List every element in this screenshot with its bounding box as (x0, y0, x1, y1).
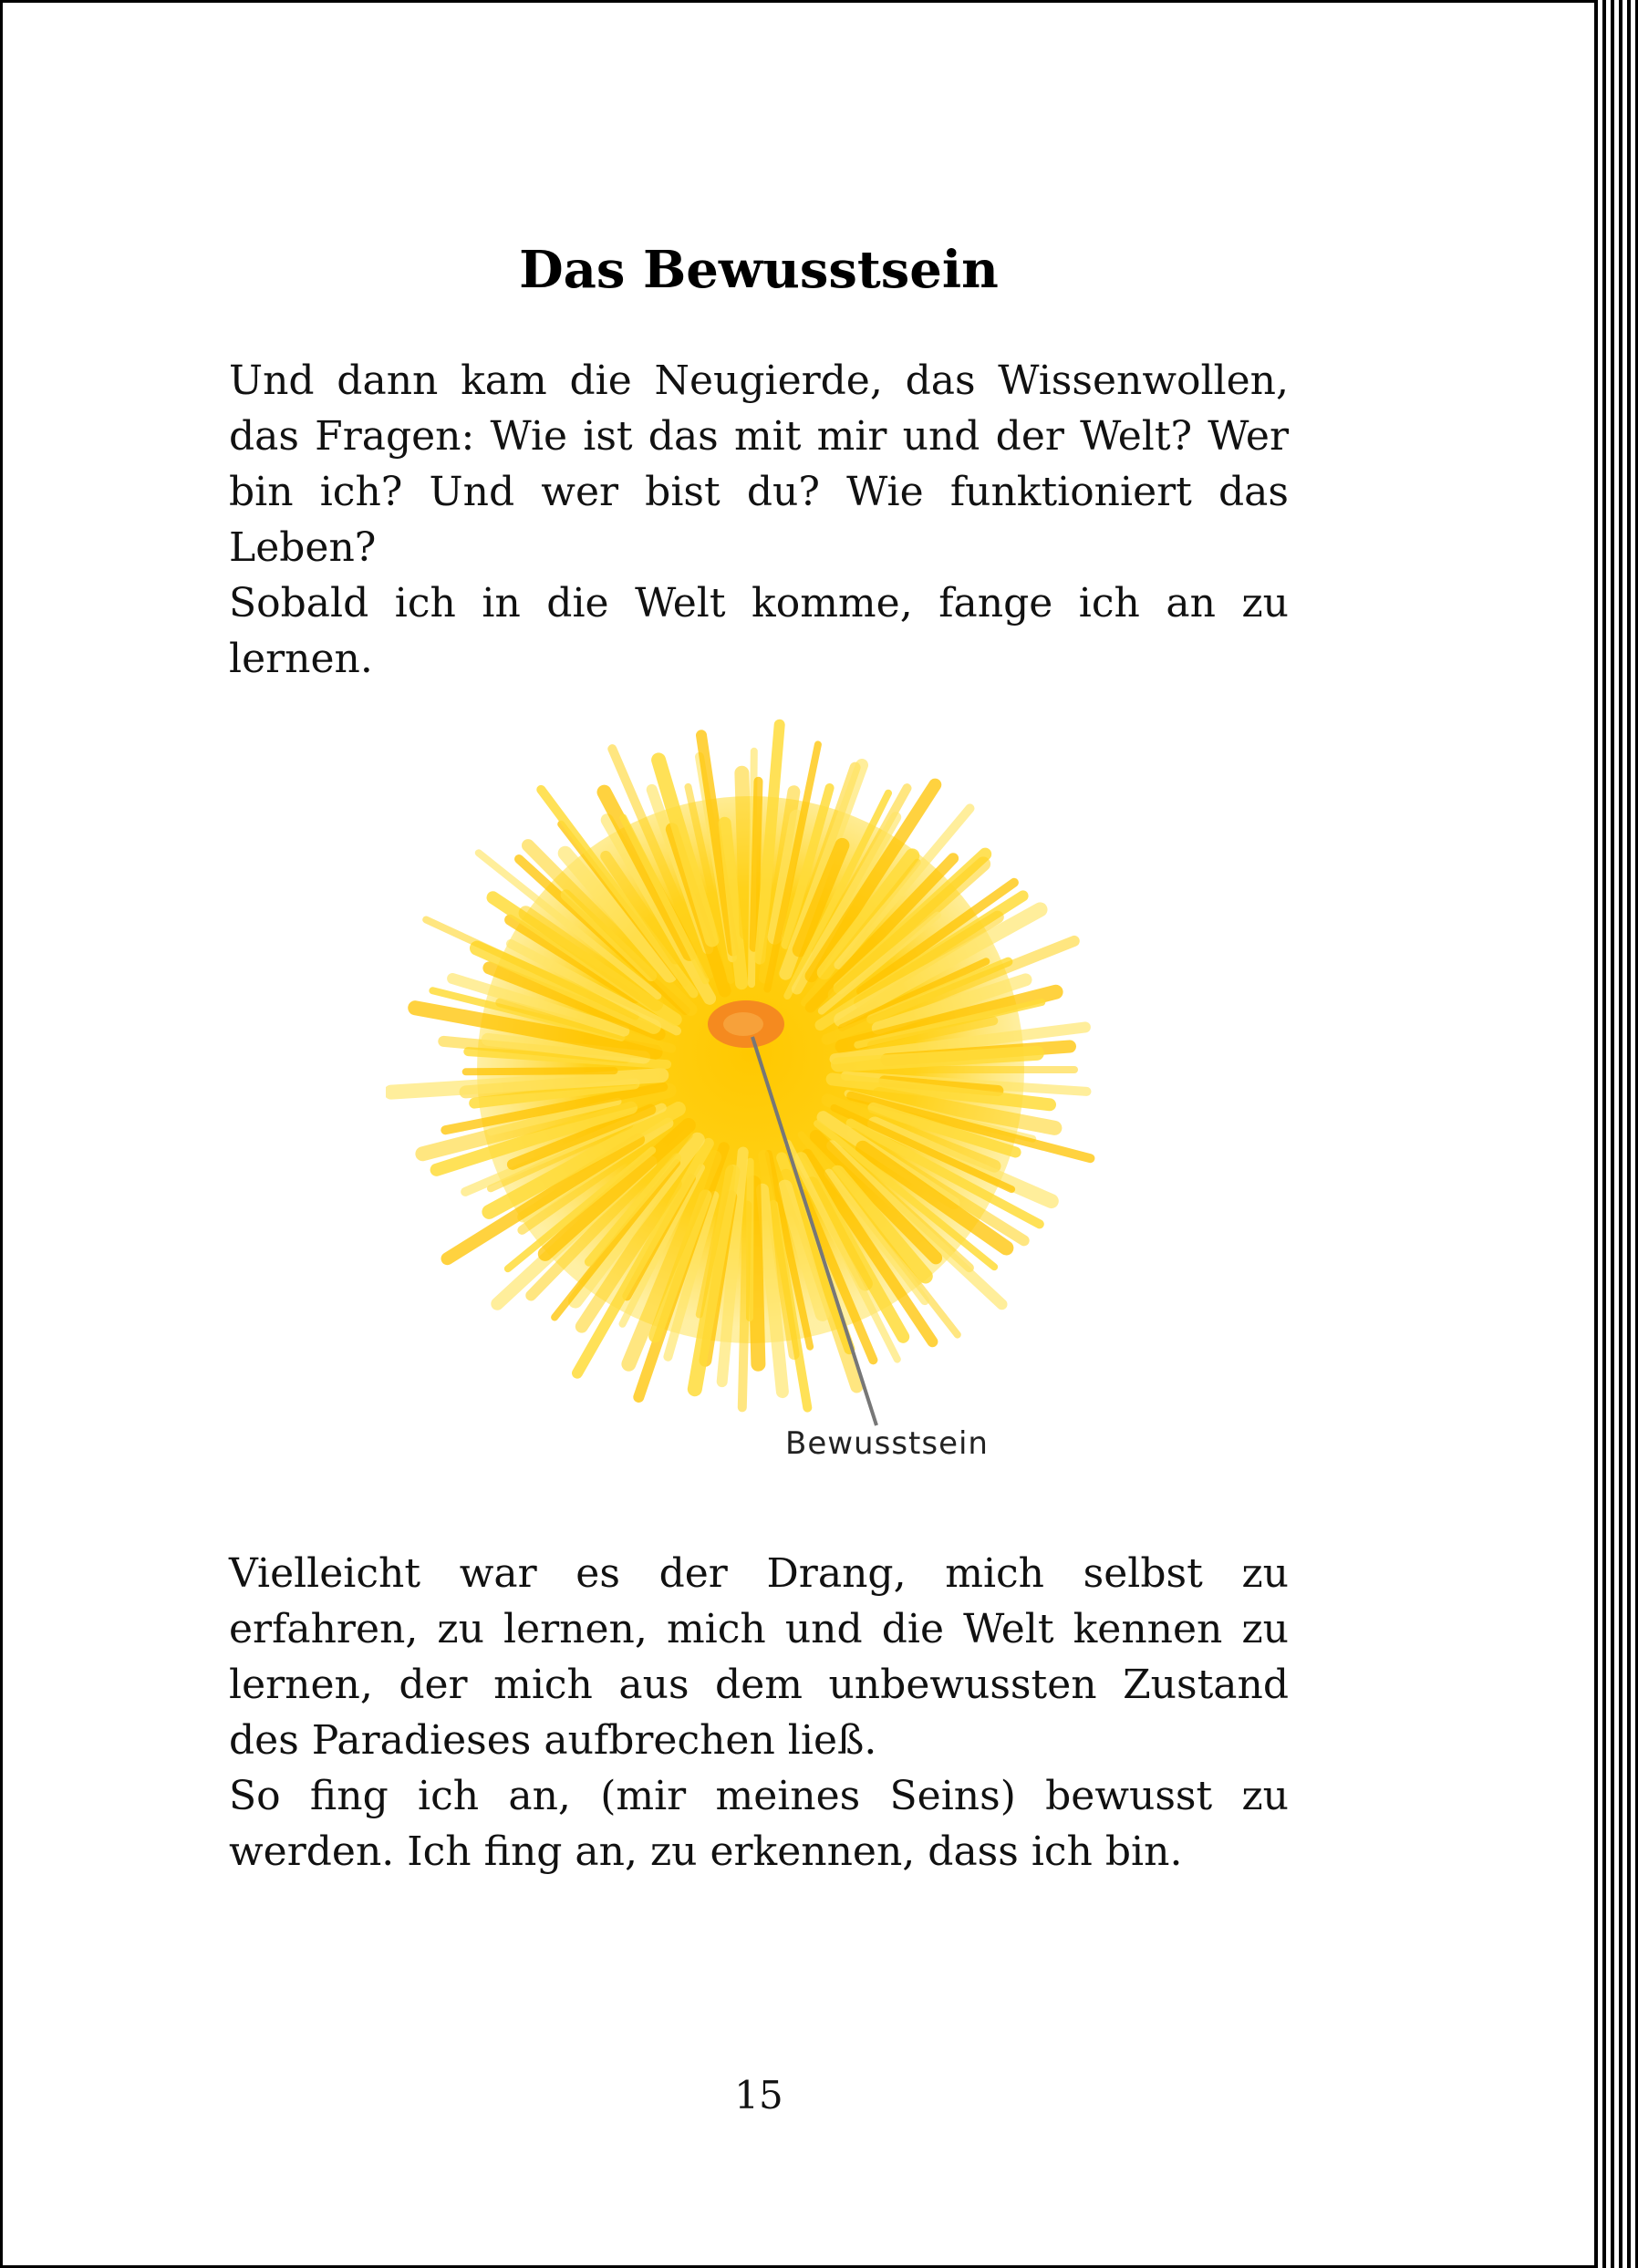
paragraph: Und dann kam die Neugierde, das Wissenwollen, das Fragen: Wie ist das mit mir und der Welt? Wer bin ich? Und wer bist du? Wie funktioniert das Leben? (229, 357, 1289, 571)
sun-ray (466, 1071, 615, 1072)
paragraph: Sobald ich in die Welt komme, fange ich an zu lernen. (229, 580, 1289, 682)
sun-ray (742, 1206, 748, 1408)
page-title: Das Bewusstsein (519, 240, 999, 300)
page-number: 15 (734, 2073, 783, 2118)
sun-illustration (386, 705, 1152, 1489)
page-stack-edge (1594, 0, 1638, 2268)
paragraph: So fing ich an, (mir meines Seins) bewusst zu werden. Ich fing an, zu erkennen, dass ich bin. (229, 1773, 1289, 1875)
sun-ray (753, 1183, 758, 1364)
sun-ray (741, 773, 746, 933)
illustration-caption: Bewusstsein (785, 1425, 989, 1462)
paragraph: Vielleicht war es der Drang, mich selbst zu erfahren, zu lernen, mich und die Welt kennen zu lernen, der mich aus dem unbewussten Zustand des Paradieses aufbrechen ließ. (229, 1550, 1289, 1764)
